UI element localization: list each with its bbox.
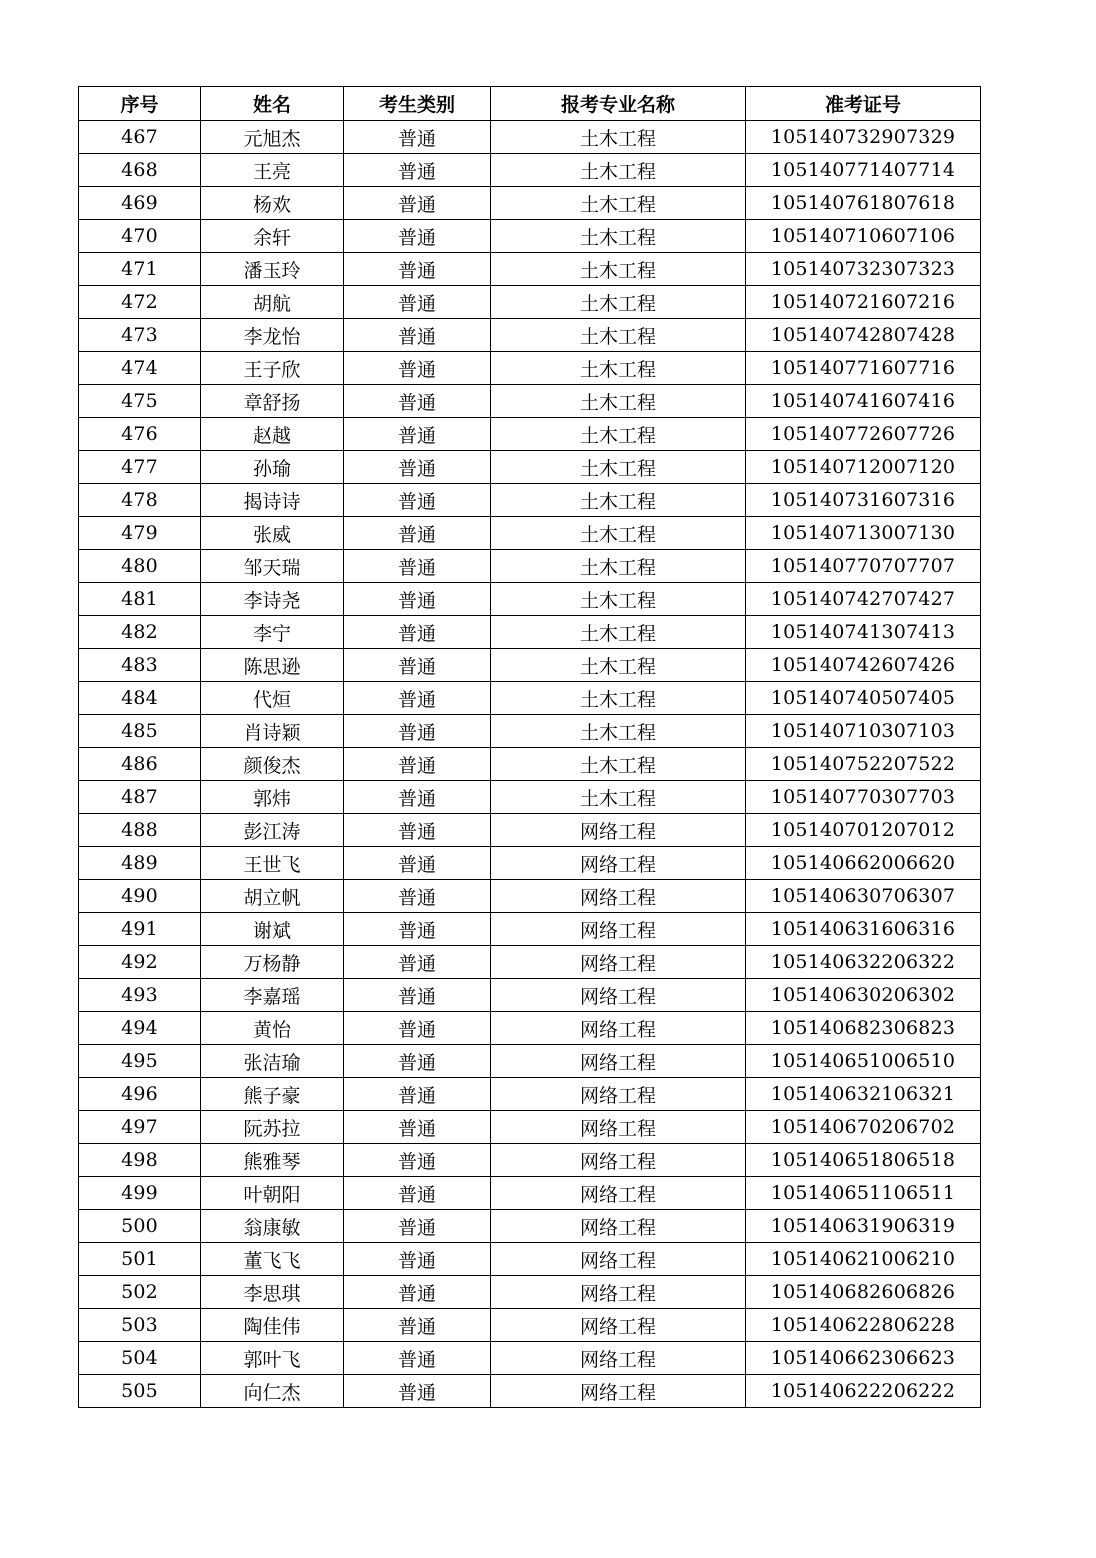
name-cell: 胡航: [201, 286, 344, 319]
ticket-number-cell: 105140632206322: [746, 946, 981, 979]
ticket-number-cell: 105140770707707: [746, 550, 981, 583]
category-cell: 普通: [344, 913, 491, 946]
major-cell: 网络工程: [491, 1375, 746, 1408]
name-cell: 熊子豪: [201, 1078, 344, 1111]
table-header: [79, 87, 981, 121]
name-cell: 邹天瑞: [201, 550, 344, 583]
name-cell: 章舒扬: [201, 385, 344, 418]
major-cell: 土木工程: [491, 616, 746, 649]
ticket-number-cell: 105140682306823: [746, 1012, 981, 1045]
header-serial-number: 序号: [79, 87, 201, 121]
major-cell: 土木工程: [491, 121, 746, 154]
category-cell: 普通: [344, 550, 491, 583]
category-cell: 普通: [344, 1012, 491, 1045]
major-cell: 网络工程: [491, 1276, 746, 1309]
name-cell: 肖诗颖: [201, 715, 344, 748]
serial-number-cell: 483: [79, 649, 201, 682]
table-row: [79, 1309, 981, 1342]
serial-number-cell: 477: [79, 451, 201, 484]
table-row: [79, 352, 981, 385]
serial-number-cell: 502: [79, 1276, 201, 1309]
major-cell: 土木工程: [491, 682, 746, 715]
category-cell: 普通: [344, 616, 491, 649]
serial-number-cell: 489: [79, 847, 201, 880]
name-cell: 张威: [201, 517, 344, 550]
table-row: [79, 451, 981, 484]
major-cell: 网络工程: [491, 913, 746, 946]
category-cell: 普通: [344, 649, 491, 682]
major-cell: 土木工程: [491, 385, 746, 418]
serial-number-cell: 479: [79, 517, 201, 550]
category-cell: 普通: [344, 1342, 491, 1375]
ticket-number-cell: 105140731607316: [746, 484, 981, 517]
serial-number-cell: 497: [79, 1111, 201, 1144]
name-cell: 王子欣: [201, 352, 344, 385]
table-row: [79, 583, 981, 616]
table-row: [79, 286, 981, 319]
serial-number-cell: 472: [79, 286, 201, 319]
name-cell: 代烜: [201, 682, 344, 715]
category-cell: 普通: [344, 451, 491, 484]
major-cell: 土木工程: [491, 649, 746, 682]
name-cell: 李嘉瑶: [201, 979, 344, 1012]
table-row: [79, 781, 981, 814]
major-cell: 网络工程: [491, 1144, 746, 1177]
major-cell: 网络工程: [491, 880, 746, 913]
name-cell: 熊雅琴: [201, 1144, 344, 1177]
table-row: [79, 220, 981, 253]
serial-number-cell: 503: [79, 1309, 201, 1342]
major-cell: 土木工程: [491, 781, 746, 814]
serial-number-cell: 488: [79, 814, 201, 847]
category-cell: 普通: [344, 1144, 491, 1177]
category-cell: 普通: [344, 1243, 491, 1276]
name-cell: 李龙怡: [201, 319, 344, 352]
serial-number-cell: 470: [79, 220, 201, 253]
ticket-number-cell: 105140742707427: [746, 583, 981, 616]
table-row: [79, 1045, 981, 1078]
category-cell: 普通: [344, 1177, 491, 1210]
category-cell: 普通: [344, 253, 491, 286]
serial-number-cell: 494: [79, 1012, 201, 1045]
serial-number-cell: 480: [79, 550, 201, 583]
table-row: [79, 1012, 981, 1045]
table-row: [79, 946, 981, 979]
ticket-number-cell: 105140630206302: [746, 979, 981, 1012]
name-cell: 揭诗诗: [201, 484, 344, 517]
ticket-number-cell: 105140662006620: [746, 847, 981, 880]
ticket-number-cell: 105140771407714: [746, 154, 981, 187]
name-cell: 陈思逊: [201, 649, 344, 682]
category-cell: 普通: [344, 715, 491, 748]
serial-number-cell: 490: [79, 880, 201, 913]
name-cell: 万杨静: [201, 946, 344, 979]
serial-number-cell: 505: [79, 1375, 201, 1408]
ticket-number-cell: 105140713007130: [746, 517, 981, 550]
major-cell: 网络工程: [491, 847, 746, 880]
candidate-table: [78, 86, 981, 1408]
ticket-number-cell: 105140710607106: [746, 220, 981, 253]
header-name: 姓名: [201, 87, 344, 121]
table-row: [79, 847, 981, 880]
category-cell: 普通: [344, 847, 491, 880]
name-cell: 李思琪: [201, 1276, 344, 1309]
name-cell: 元旭杰: [201, 121, 344, 154]
table-row: [79, 253, 981, 286]
name-cell: 张洁瑜: [201, 1045, 344, 1078]
serial-number-cell: 484: [79, 682, 201, 715]
name-cell: 王世飞: [201, 847, 344, 880]
major-cell: 土木工程: [491, 319, 746, 352]
serial-number-cell: 496: [79, 1078, 201, 1111]
major-cell: 土木工程: [491, 418, 746, 451]
table-row: [79, 682, 981, 715]
serial-number-cell: 471: [79, 253, 201, 286]
category-cell: 普通: [344, 1210, 491, 1243]
ticket-number-cell: 105140741607416: [746, 385, 981, 418]
category-cell: 普通: [344, 1309, 491, 1342]
category-cell: 普通: [344, 352, 491, 385]
category-cell: 普通: [344, 583, 491, 616]
name-cell: 陶佳伟: [201, 1309, 344, 1342]
major-cell: 网络工程: [491, 814, 746, 847]
category-cell: 普通: [344, 517, 491, 550]
ticket-number-cell: 105140712007120: [746, 451, 981, 484]
ticket-number-cell: 105140772607726: [746, 418, 981, 451]
header-row: [79, 87, 981, 121]
ticket-number-cell: 105140630706307: [746, 880, 981, 913]
table-row: [79, 1177, 981, 1210]
ticket-number-cell: 105140670206702: [746, 1111, 981, 1144]
serial-number-cell: 493: [79, 979, 201, 1012]
name-cell: 李宁: [201, 616, 344, 649]
name-cell: 杨欢: [201, 187, 344, 220]
ticket-number-cell: 105140662306623: [746, 1342, 981, 1375]
serial-number-cell: 491: [79, 913, 201, 946]
ticket-number-cell: 105140622806228: [746, 1309, 981, 1342]
major-cell: 土木工程: [491, 715, 746, 748]
table-body: [79, 121, 981, 1408]
major-cell: 土木工程: [491, 583, 746, 616]
ticket-number-cell: 105140761807618: [746, 187, 981, 220]
ticket-number-cell: 105140742607426: [746, 649, 981, 682]
table-row: [79, 385, 981, 418]
major-cell: 网络工程: [491, 946, 746, 979]
major-cell: 网络工程: [491, 979, 746, 1012]
category-cell: 普通: [344, 1111, 491, 1144]
major-cell: 土木工程: [491, 517, 746, 550]
table-row: [79, 814, 981, 847]
table-row: [79, 715, 981, 748]
ticket-number-cell: 105140631906319: [746, 1210, 981, 1243]
table-row: [79, 1342, 981, 1375]
category-cell: 普通: [344, 814, 491, 847]
serial-number-cell: 467: [79, 121, 201, 154]
major-cell: 网络工程: [491, 1111, 746, 1144]
name-cell: 颜俊杰: [201, 748, 344, 781]
category-cell: 普通: [344, 781, 491, 814]
major-cell: 土木工程: [491, 352, 746, 385]
ticket-number-cell: 105140732307323: [746, 253, 981, 286]
ticket-number-cell: 105140742807428: [746, 319, 981, 352]
serial-number-cell: 499: [79, 1177, 201, 1210]
ticket-number-cell: 105140622206222: [746, 1375, 981, 1408]
ticket-number-cell: 105140732907329: [746, 121, 981, 154]
ticket-number-cell: 105140651806518: [746, 1144, 981, 1177]
serial-number-cell: 474: [79, 352, 201, 385]
major-cell: 土木工程: [491, 550, 746, 583]
table-row: [79, 517, 981, 550]
category-cell: 普通: [344, 319, 491, 352]
table-row: [79, 1375, 981, 1408]
category-cell: 普通: [344, 286, 491, 319]
table-row: [79, 550, 981, 583]
name-cell: 黄怡: [201, 1012, 344, 1045]
name-cell: 向仁杰: [201, 1375, 344, 1408]
table-row: [79, 1210, 981, 1243]
category-cell: 普通: [344, 187, 491, 220]
table-row: [79, 1276, 981, 1309]
category-cell: 普通: [344, 946, 491, 979]
serial-number-cell: 476: [79, 418, 201, 451]
name-cell: 潘玉玲: [201, 253, 344, 286]
category-cell: 普通: [344, 220, 491, 253]
ticket-number-cell: 105140632106321: [746, 1078, 981, 1111]
name-cell: 孙瑜: [201, 451, 344, 484]
category-cell: 普通: [344, 385, 491, 418]
ticket-number-cell: 105140701207012: [746, 814, 981, 847]
name-cell: 叶朝阳: [201, 1177, 344, 1210]
major-cell: 网络工程: [491, 1342, 746, 1375]
major-cell: 土木工程: [491, 154, 746, 187]
serial-number-cell: 486: [79, 748, 201, 781]
major-cell: 网络工程: [491, 1045, 746, 1078]
name-cell: 余轩: [201, 220, 344, 253]
ticket-number-cell: 105140771607716: [746, 352, 981, 385]
major-cell: 土木工程: [491, 253, 746, 286]
serial-number-cell: 469: [79, 187, 201, 220]
name-cell: 阮苏拉: [201, 1111, 344, 1144]
serial-number-cell: 501: [79, 1243, 201, 1276]
category-cell: 普通: [344, 154, 491, 187]
category-cell: 普通: [344, 880, 491, 913]
major-cell: 网络工程: [491, 1177, 746, 1210]
header-candidate-category: 考生类别: [344, 87, 491, 121]
table-row: [79, 1144, 981, 1177]
table-row: [79, 1078, 981, 1111]
table-row: [79, 913, 981, 946]
major-cell: 网络工程: [491, 1012, 746, 1045]
category-cell: 普通: [344, 1276, 491, 1309]
major-cell: 土木工程: [491, 748, 746, 781]
ticket-number-cell: 105140752207522: [746, 748, 981, 781]
major-cell: 网络工程: [491, 1243, 746, 1276]
serial-number-cell: 473: [79, 319, 201, 352]
serial-number-cell: 504: [79, 1342, 201, 1375]
name-cell: 谢斌: [201, 913, 344, 946]
table-row: [79, 880, 981, 913]
ticket-number-cell: 105140770307703: [746, 781, 981, 814]
name-cell: 李诗尧: [201, 583, 344, 616]
name-cell: 董飞飞: [201, 1243, 344, 1276]
category-cell: 普通: [344, 1375, 491, 1408]
ticket-number-cell: 105140682606826: [746, 1276, 981, 1309]
serial-number-cell: 500: [79, 1210, 201, 1243]
name-cell: 郭炜: [201, 781, 344, 814]
table-row: [79, 1243, 981, 1276]
category-cell: 普通: [344, 1045, 491, 1078]
category-cell: 普通: [344, 121, 491, 154]
name-cell: 彭江涛: [201, 814, 344, 847]
serial-number-cell: 475: [79, 385, 201, 418]
category-cell: 普通: [344, 1078, 491, 1111]
serial-number-cell: 498: [79, 1144, 201, 1177]
serial-number-cell: 492: [79, 946, 201, 979]
major-cell: 网络工程: [491, 1078, 746, 1111]
table-row: [79, 1111, 981, 1144]
major-cell: 土木工程: [491, 451, 746, 484]
serial-number-cell: 485: [79, 715, 201, 748]
major-cell: 网络工程: [491, 1309, 746, 1342]
table-row: [79, 979, 981, 1012]
serial-number-cell: 487: [79, 781, 201, 814]
table-row: [79, 649, 981, 682]
table-row: [79, 121, 981, 154]
table-row: [79, 748, 981, 781]
major-cell: 土木工程: [491, 187, 746, 220]
category-cell: 普通: [344, 418, 491, 451]
major-cell: 土木工程: [491, 220, 746, 253]
name-cell: 翁康敏: [201, 1210, 344, 1243]
category-cell: 普通: [344, 748, 491, 781]
name-cell: 胡立帆: [201, 880, 344, 913]
header-admission-ticket-number: 准考证号: [746, 87, 981, 121]
table-row: [79, 418, 981, 451]
category-cell: 普通: [344, 484, 491, 517]
major-cell: 土木工程: [491, 484, 746, 517]
serial-number-cell: 478: [79, 484, 201, 517]
major-cell: 土木工程: [491, 286, 746, 319]
ticket-number-cell: 105140741307413: [746, 616, 981, 649]
ticket-number-cell: 105140721607216: [746, 286, 981, 319]
ticket-number-cell: 105140710307103: [746, 715, 981, 748]
serial-number-cell: 468: [79, 154, 201, 187]
name-cell: 郭叶飞: [201, 1342, 344, 1375]
serial-number-cell: 482: [79, 616, 201, 649]
serial-number-cell: 495: [79, 1045, 201, 1078]
ticket-number-cell: 105140651006510: [746, 1045, 981, 1078]
ticket-number-cell: 105140621006210: [746, 1243, 981, 1276]
serial-number-cell: 481: [79, 583, 201, 616]
category-cell: 普通: [344, 682, 491, 715]
header-major-name: 报考专业名称: [491, 87, 746, 121]
ticket-number-cell: 105140651106511: [746, 1177, 981, 1210]
ticket-number-cell: 105140740507405: [746, 682, 981, 715]
table-row: [79, 187, 981, 220]
table-row: [79, 484, 981, 517]
category-cell: 普通: [344, 979, 491, 1012]
table-row: [79, 319, 981, 352]
name-cell: 赵越: [201, 418, 344, 451]
table-row: [79, 154, 981, 187]
ticket-number-cell: 105140631606316: [746, 913, 981, 946]
name-cell: 王亮: [201, 154, 344, 187]
major-cell: 网络工程: [491, 1210, 746, 1243]
table-row: [79, 616, 981, 649]
